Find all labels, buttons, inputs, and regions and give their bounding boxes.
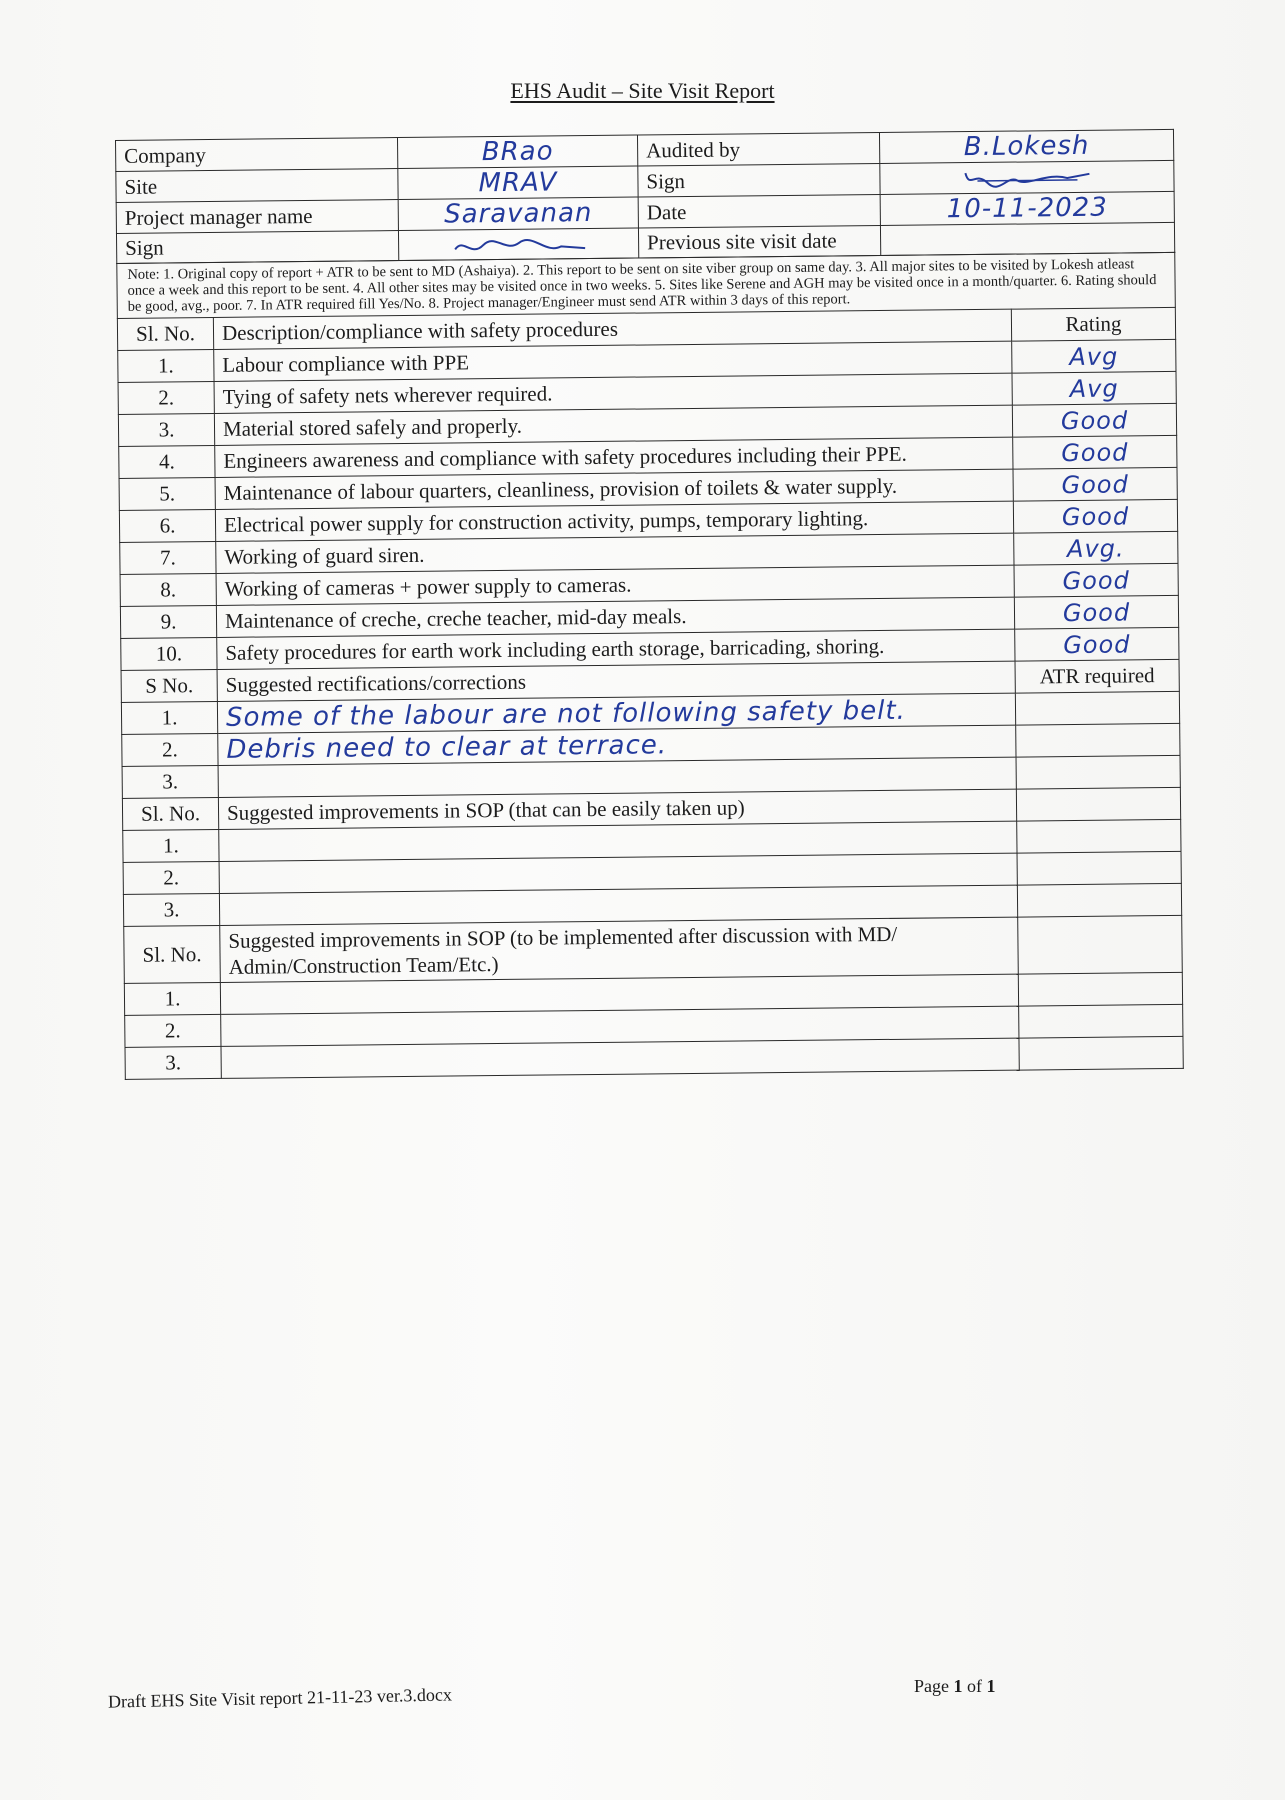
audited-by-value: B.Lokesh bbox=[879, 129, 1173, 163]
row-number: 3. bbox=[122, 765, 218, 798]
row-number: 3. bbox=[123, 893, 219, 926]
row-description: Material stored safely and properly. bbox=[214, 405, 1012, 445]
row-atr bbox=[1015, 691, 1179, 725]
pm-signature-drawing bbox=[449, 234, 589, 257]
row-rating: Good bbox=[1013, 467, 1177, 501]
pm-label: Project manager name bbox=[116, 200, 398, 234]
rectifications-col-atr: ATR required bbox=[1015, 659, 1179, 693]
row-number: 1. bbox=[118, 349, 214, 382]
row-number: 1. bbox=[123, 829, 219, 862]
pm-value: Saravanan bbox=[398, 197, 638, 231]
row-number: 2. bbox=[123, 861, 219, 894]
page-prefix: Page bbox=[914, 1676, 954, 1696]
row-description: Tying of safety nets wherever required. bbox=[214, 373, 1012, 413]
row-rating: Good bbox=[1014, 595, 1178, 629]
date-value: 10-11-2023 bbox=[880, 191, 1174, 225]
row-extra bbox=[1017, 851, 1181, 885]
compliance-col-desc: Description/compliance with safety procedures bbox=[213, 309, 1011, 349]
date-label: Date bbox=[638, 194, 880, 228]
row-description: Working of guard siren. bbox=[216, 533, 1014, 573]
row-rating: Avg. bbox=[1014, 531, 1178, 565]
sop-easy-col-extra bbox=[1016, 787, 1180, 821]
row-number: 2. bbox=[118, 381, 214, 414]
sop-easy-col-no: Sl. No. bbox=[122, 797, 218, 830]
auditor-sign-label: Sign bbox=[638, 163, 880, 197]
row-rating: Good bbox=[1013, 499, 1177, 533]
audited-by-label: Audited by bbox=[637, 132, 879, 166]
row-extra bbox=[1019, 1004, 1183, 1038]
row-rating: Good bbox=[1013, 435, 1177, 469]
rectifications-col-desc: Suggested rectifications/corrections bbox=[217, 661, 1015, 701]
row-atr bbox=[1016, 755, 1180, 789]
row-number: 4. bbox=[119, 445, 215, 478]
sop-discussion-col-extra bbox=[1018, 915, 1183, 974]
site-value: MRAV bbox=[398, 166, 638, 200]
prev-visit-label: Previous site visit date bbox=[638, 225, 880, 258]
row-extra bbox=[1017, 819, 1181, 853]
row-number: 2. bbox=[122, 733, 218, 766]
row-number: 5. bbox=[119, 477, 215, 510]
row-number: 7. bbox=[120, 541, 216, 574]
header-info-table bbox=[115, 129, 1175, 264]
row-extra bbox=[1017, 883, 1181, 917]
row-rating: Good bbox=[1015, 627, 1179, 661]
row-description: Labour compliance with PPE bbox=[214, 341, 1012, 381]
auditor-signature bbox=[880, 160, 1174, 194]
instructions-note: Note: 1. Original copy of report + ATR to be sent to MD (Ashaiya). 2. This report to be sent on site viber group on same day. 3. All major sites to be visited by Lokesh atleast once a week and this report to be sent. 4. All other sites may be visited once in two weeks. 5. Sites like Serene and AGH may be visited once in a month/quarter. 6. Rating should be good, avg., poor. 7. In ATR required fill Yes/No. 8. Project manager/Engineer must send ATR within 3 days of this report. bbox=[117, 252, 1176, 318]
footer-page-number bbox=[914, 1676, 996, 1697]
compliance-col-no: Sl. No. bbox=[117, 317, 213, 350]
row-rating: Avg bbox=[1012, 339, 1176, 373]
auditor-signature-drawing bbox=[957, 167, 1097, 190]
row-description: Debris need to clear at terrace. bbox=[218, 725, 1016, 765]
row-number: 3. bbox=[125, 1046, 221, 1079]
row-description: Maintenance of labour quarters, cleanliness, provision of toilets & water supply. bbox=[215, 469, 1013, 509]
page-total: 1 bbox=[986, 1676, 996, 1696]
compliance-col-rating: Rating bbox=[1011, 307, 1175, 341]
row-description: Safety procedures for earth work including earth storage, barricading, shoring. bbox=[217, 629, 1015, 669]
row-atr bbox=[1016, 723, 1180, 757]
footer-filename: Draft EHS Site Visit report 21-11-23 ver.3.docx bbox=[107, 1684, 453, 1712]
row-number: 1. bbox=[121, 701, 217, 734]
report-form bbox=[115, 129, 1183, 1080]
row-extra bbox=[1018, 972, 1182, 1006]
rectifications-col-no: S No. bbox=[121, 669, 217, 702]
row-number: 2. bbox=[125, 1014, 221, 1047]
row-description: Electrical power supply for construction activity, pumps, temporary lighting. bbox=[215, 501, 1013, 541]
row-number: 3. bbox=[118, 413, 214, 446]
row-number: 9. bbox=[120, 605, 216, 638]
compliance-table bbox=[116, 252, 1184, 1080]
row-rating: Good bbox=[1012, 403, 1176, 437]
row-description: Working of cameras + power supply to cameras. bbox=[216, 565, 1014, 605]
row-description: Some of the labour are not following safety belt. bbox=[217, 693, 1015, 733]
page-mid: of bbox=[962, 1676, 987, 1696]
sop-discussion-col-no: Sl. No. bbox=[124, 925, 221, 983]
pm-sign-label: Sign bbox=[116, 231, 398, 264]
page-current: 1 bbox=[953, 1676, 963, 1696]
row-extra bbox=[1019, 1036, 1183, 1070]
row-description: Maintenance of creche, creche teacher, mid-day meals. bbox=[216, 597, 1014, 637]
sop-easy-col-desc: Suggested improvements in SOP (that can be easily taken up) bbox=[218, 789, 1016, 829]
row-rating: Avg bbox=[1012, 371, 1176, 405]
row-number: 10. bbox=[121, 637, 217, 670]
sop-discussion-col-desc: Suggested improvements in SOP (to be implemented after discussion with MD/ Admin/Construction Team/Etc.) bbox=[220, 917, 1019, 982]
row-description: Engineers awareness and compliance with safety procedures including their PPE. bbox=[215, 437, 1013, 477]
prev-visit-value bbox=[880, 222, 1174, 255]
pm-signature bbox=[398, 228, 638, 261]
row-number: 1. bbox=[124, 982, 220, 1015]
report-title: EHS Audit – Site Visit Report bbox=[510, 78, 775, 103]
company-value: BRao bbox=[397, 135, 637, 169]
row-rating: Good bbox=[1014, 563, 1178, 597]
company-label: Company bbox=[116, 138, 398, 172]
site-label: Site bbox=[116, 169, 398, 203]
row-number: 8. bbox=[120, 573, 216, 606]
row-number: 6. bbox=[119, 509, 215, 542]
